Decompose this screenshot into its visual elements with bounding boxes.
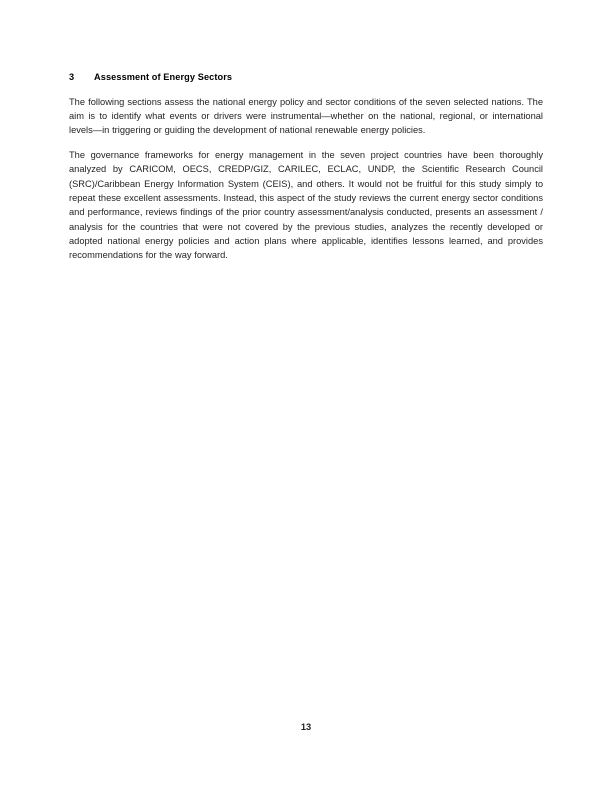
section-number: 3 <box>69 72 75 82</box>
page-content <box>69 70 543 263</box>
paragraph-intro: The following sections assess the national energy policy and sector conditions of the seven selected nations. The aim is to identify what events or drivers were instrumental—whether on the national, regional, or international levels—in triggering or guiding the development of national renewable energy policies. <box>69 96 543 136</box>
section-title: Assessment of Energy Sectors <box>94 72 233 82</box>
section-heading <box>69 70 543 84</box>
paragraph-governance: The governance frameworks for energy management in the seven project countries have been thoroughly analyzed by CARICOM, OECS, CREDP/GIZ, CARILEC, ECLAC, UNDP, the Scientific Research Council (SRC)/Caribbean Energy Information System (CEIS), and others. It would not be fruitful for this study simply to repeat these excellent assessments. Instead, this aspect of the study reviews the current energy sector conditions and performance, reviews findings of the prior country assessment/analysis conducted, presents an assessment / analysis for the countries that were not covered by the previous studies, analyzes the recently developed or adopted national energy policies and action plans where applicable, identifies lessons learned, and provides recommendations for the way forward. <box>69 150 543 261</box>
page-number: 13 <box>300 722 312 732</box>
